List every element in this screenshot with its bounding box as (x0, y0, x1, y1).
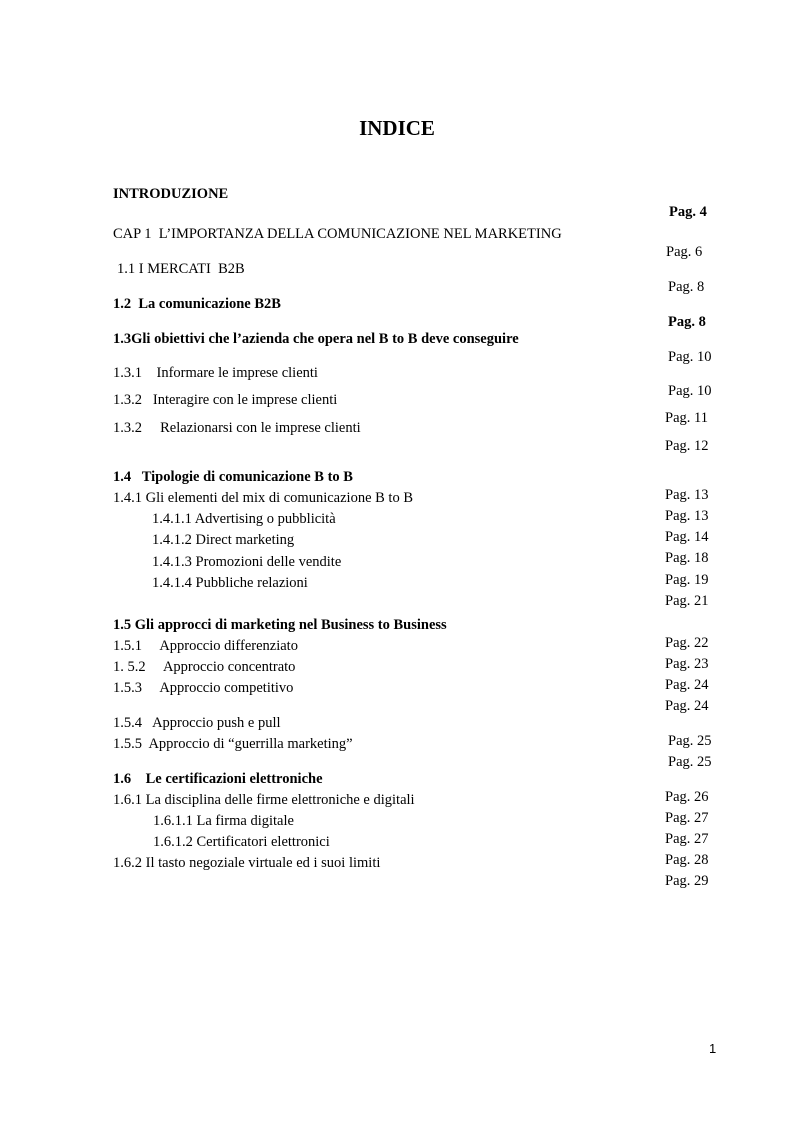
toc-page: Pag. 6 (666, 244, 703, 260)
toc-label: INTRODUZIONE (113, 186, 229, 202)
toc-label: 1.5.3 Approccio competitivo (113, 680, 294, 696)
toc-page: Pag. 28 (665, 852, 709, 868)
toc-page: Pag. 25 (668, 733, 712, 749)
toc-page: Pag. 14 (665, 529, 709, 545)
toc-label: 1.6.2 Il tasto negoziale virtuale ed i suoi limiti (113, 855, 381, 871)
toc-page: Pag. 11 (665, 410, 708, 426)
toc-label: 1.4.1.2 Direct marketing (152, 532, 295, 548)
toc-page: Pag. 10 (668, 349, 712, 365)
toc-page: Pag. 21 (665, 593, 709, 609)
toc-page: Pag. 23 (665, 656, 709, 672)
toc-page: Pag. 25 (668, 754, 712, 770)
toc-page: Pag. 29 (665, 873, 709, 889)
page-number: 1 (709, 1041, 717, 1056)
toc-page: Pag. 10 (668, 383, 712, 399)
toc-label: 1.4.1.4 Pubbliche relazioni (152, 575, 308, 591)
toc-label: 1.5.1 Approccio differenziato (113, 638, 298, 654)
toc-page: Pag. 26 (665, 789, 709, 805)
toc-label: 1.6.1.2 Certificatori elettronici (153, 834, 330, 850)
toc-label: 1.5.5 Approccio di “guerrilla marketing” (113, 736, 353, 752)
page-title: INDICE (359, 116, 435, 140)
toc-label: 1.3.1 Informare le imprese clienti (113, 365, 318, 381)
toc-page: Pag. 13 (665, 508, 709, 524)
toc-page: Pag. 18 (665, 550, 709, 566)
toc-label: 1.4 Tipologie di comunicazione B to B (113, 469, 353, 485)
toc-page: Pag. 27 (665, 831, 709, 847)
toc-page: Pag. 4 (669, 204, 707, 220)
toc-label: 1.3.2 Relazionarsi con le imprese clienti (113, 420, 361, 436)
toc-label: 1.4.1 Gli elementi del mix di comunicazione B to B (113, 490, 414, 506)
toc-label: 1.5.4 Approccio push e pull (113, 715, 281, 731)
toc-label: 1.6.1.1 La firma digitale (153, 813, 294, 829)
toc-page: Pag. 27 (665, 810, 709, 826)
toc-label: 1.1 I MERCATI B2B (117, 261, 245, 277)
toc-label: 1.2 La comunicazione B2B (113, 296, 281, 312)
toc-label: 1.6.1 La disciplina delle firme elettroniche e digitali (113, 792, 415, 808)
toc-page: Pag. 19 (665, 572, 709, 588)
toc-label: 1. 5.2 Approccio concentrato (113, 659, 296, 675)
toc-page: Pag. 24 (665, 677, 709, 693)
toc-label: CAP 1 L’IMPORTANZA DELLA COMUNICAZIONE NEL MARKETING (113, 226, 562, 242)
toc-page: Pag. 8 (668, 314, 706, 330)
toc-label: 1.4.1.1 Advertising o pubblicità (152, 511, 336, 527)
toc-page: Pag. 12 (665, 438, 709, 454)
toc-page: Pag. 22 (665, 635, 709, 651)
toc-label: 1.5 Gli approcci di marketing nel Business to Business (113, 617, 447, 633)
toc-label: 1.3Gli obiettivi che l’azienda che opera nel B to B deve conseguire (113, 331, 519, 347)
toc-label: 1.3.2 Interagire con le imprese clienti (113, 392, 338, 408)
toc-label: 1.4.1.3 Promozioni delle vendite (152, 554, 342, 570)
toc-page: Pag. 13 (665, 487, 709, 503)
toc-page: Pag. 24 (665, 698, 709, 714)
toc-label: 1.6 Le certificazioni elettroniche (113, 771, 323, 787)
toc-page: Pag. 8 (668, 279, 705, 295)
